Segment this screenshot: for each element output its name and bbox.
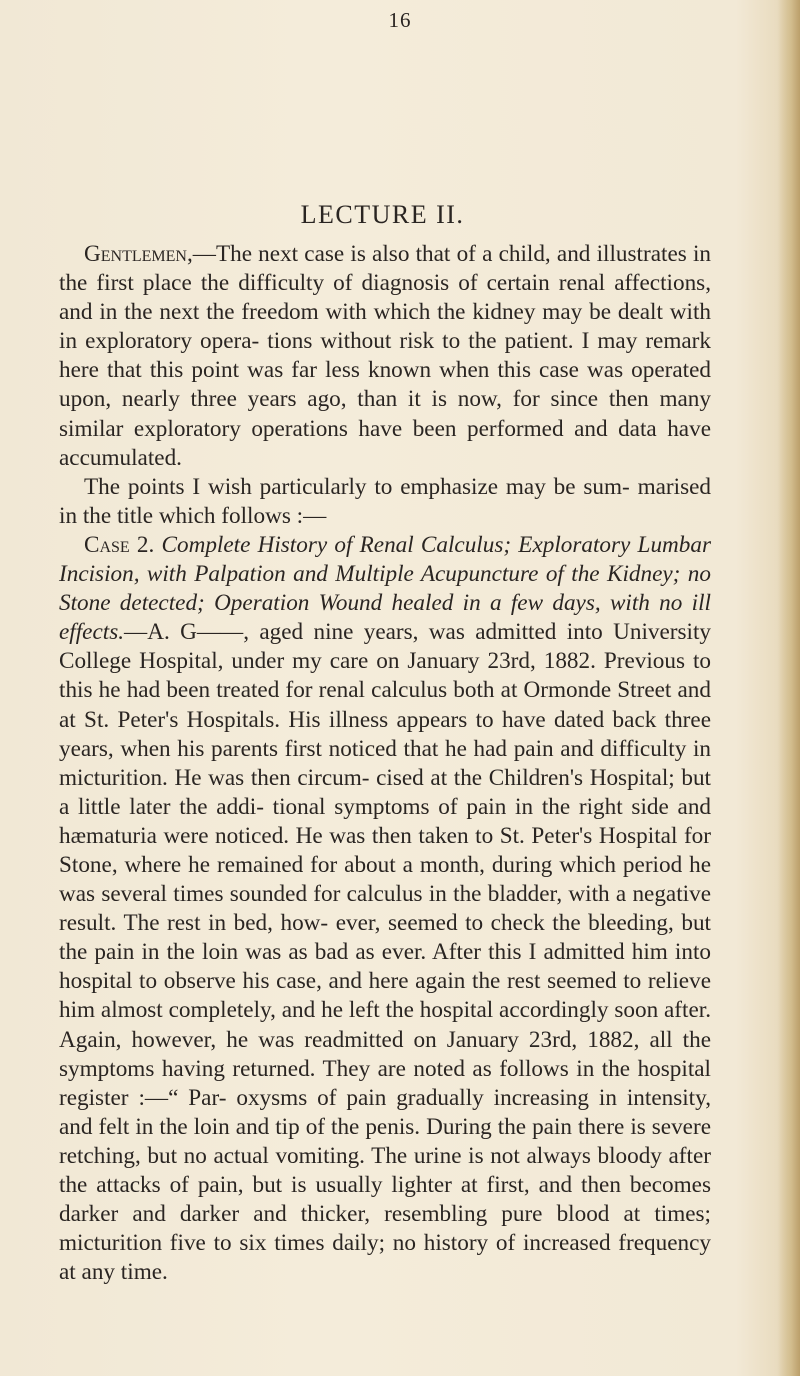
paragraph-summary-text: The points I wish particularly to emphasize may be sum- marised in the title which follows :— (59, 473, 711, 529)
paragraph-summary (59, 473, 711, 531)
salutation: Gentlemen, (84, 241, 193, 267)
page-edge-shadow (778, 0, 800, 1376)
lecture-heading: LECTURE II. (300, 200, 465, 229)
paragraph-intro (59, 240, 711, 473)
case-label: Case 2. (84, 531, 155, 558)
case-history-text: —A. G——, aged nine years, was admitted into University College Hospital, under my care on January 23rd, 1882. Previous to this he had been treated for renal calculus both at Ormonde Street and at St. Peter's Hospitals. His illness appears to have dated back three years, when his parents first noticed that he had pain and difficulty in micturition. He was then circum- cised at the Children's Hospital; but a little later the addi- tional symptoms of pain in the right side and hæmaturia were noticed. He was then taken to St. Peter's Hospital for Stone, where he remained for about a month, during which period he was several times sounded for calculus in the bladder, with a negative result. The rest in bed, how- ever, seemed to check the bleeding, but the pain in the loin was as bad as ever. After this I admitted him into hospital to observe his case, and here again the rest seemed to relieve him almost completely, and he left the hospital accordingly soon after. Again, however, he was readmitted on January 23rd, 1882, all the symptoms having returned. They are noted as follows in the hospital register :—“ Par- oxysms of pain gradually increasing in intensity, and felt in the loin and tip of the penis. During the pain there is severe retching, but no actual vomiting. The urine is not always bloody after the attacks of pain, but is usually lighter at first, and then becomes darker and darker and thicker, resembling pure blood at times; micturition five to six times daily; no history of increased frequency at any time. (59, 619, 711, 1286)
body-text (59, 240, 711, 1287)
paragraph-intro-text: —The next case is also that of a child, and illustrates in the first place the difficulty of diagnosis of certain renal affections, and in the next the freedom with which the kidney may be dealt with in exploratory opera- tions without risk to the patient. I may remark here that this point was far less known when this case was operated upon, nearly three years ago, than it is now, for since then many similar exploratory operations have been performed and data have accumulated. (59, 241, 711, 471)
page-number: 16 (388, 8, 412, 32)
paragraph-case (59, 531, 711, 1287)
case-title: Complete History of Renal Calculus; Exploratory Lumbar Incision, with Palpation and Multiple Acupuncture of the Kidney; no Stone detected; Operation Wound healed in a few days, with no ill effects. (59, 531, 711, 646)
